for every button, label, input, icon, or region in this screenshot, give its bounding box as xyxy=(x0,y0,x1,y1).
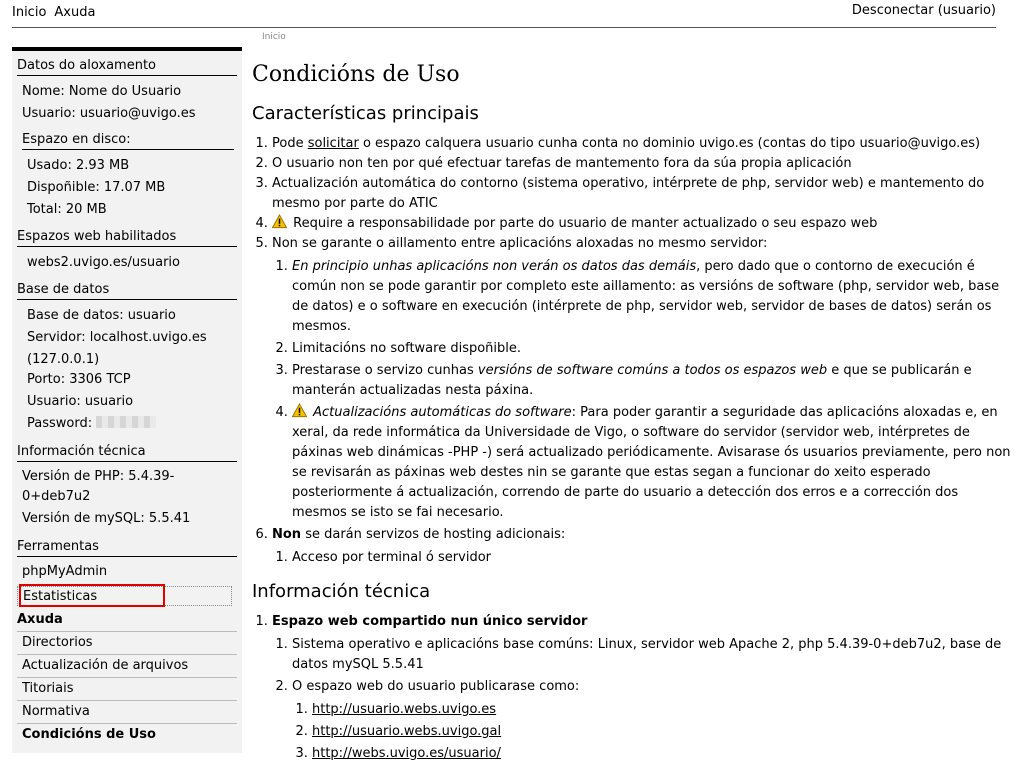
f5-4-em: Actualizacións automáticas do software xyxy=(313,405,572,420)
list-item xyxy=(312,744,1016,764)
highlight-box xyxy=(19,584,165,607)
list-item xyxy=(312,722,1016,742)
url-link-webs-es[interactable]: http://usuario.webs.uvigo.es xyxy=(312,702,497,717)
page-title: Condicións de Uso xyxy=(252,62,460,87)
list-item xyxy=(292,677,1016,764)
f6-sublist xyxy=(272,548,1016,568)
db-server: Servidor: localhost.uvigo.es (127.0.0.1) xyxy=(27,330,207,367)
tool-estatisticas[interactable]: Estatisticas xyxy=(17,586,232,606)
user-name: Nome: Nome do Usuario xyxy=(22,84,182,99)
t1-2-text: O espazo web do usuario publicarase como: xyxy=(292,679,580,694)
user-email: Usuario: usuario@uvigo.es xyxy=(22,106,196,121)
f5-sublist xyxy=(272,257,1016,523)
top-nav xyxy=(12,5,103,20)
f5-1-em: En principio unhas aplicacións non verán os datos das demáis xyxy=(292,259,697,274)
top-divider xyxy=(12,27,996,28)
db-password xyxy=(27,413,227,435)
url-link-webs-path[interactable]: http://webs.uvigo.es/usuario/ xyxy=(312,746,501,761)
help-heading: Axuda xyxy=(17,612,63,627)
f6-rest: se darán servizos de hosting adicionais: xyxy=(301,527,566,542)
db-port: Porto: 3306 TCP xyxy=(27,372,131,387)
tool-phpmyadmin[interactable]: phpMyAdmin xyxy=(22,564,108,579)
list-item: 2. O usuario non ten por qué efectuar tarefas de mantemento fora da súa propia aplicación xyxy=(272,154,1016,174)
list-item xyxy=(292,361,1016,401)
tech-list xyxy=(252,612,1016,766)
db-heading: Base de datos xyxy=(17,281,237,300)
help-normativa[interactable]: Normativa xyxy=(17,700,237,723)
disk-available: Dispoñible: 17.07 MB xyxy=(27,180,166,195)
help-condicions[interactable]: Condicións de Uso xyxy=(17,723,237,746)
list-item xyxy=(272,134,1016,154)
sidebar xyxy=(12,51,242,753)
f4-text: Require a responsabilidade por parte do usuario de manter actualizado o seu espazo web xyxy=(293,216,878,231)
f5-text: Non se garante o aillamento entre aplicacións aloxadas no mesmo servidor: xyxy=(272,236,768,251)
url-link-webs-gal[interactable]: http://usuario.webs.uvigo.gal xyxy=(312,724,502,739)
web-space: webs2.uvigo.es/usuario xyxy=(27,255,180,270)
f5-4-rest: : Para poder garantir a seguridade das aplicacións aloxadas e, en xeral, da rede informática da Universidade de Vigo, o software do servidor (servidor web, intérpretes de páxinas web dinámicas -PHP -) será actualizado periódicamente. Avisarase ós usuarios previamente, pero non se revisarán as páxinas web destes nin se garante que estas segan a funcionar do xeito esperado posteriormente á actualización, correndo de parte do usuario a detección dos erros e a corrección dos mesmos se isto se fai necesario. xyxy=(292,405,1011,520)
list-item xyxy=(272,214,1016,234)
help-titoriais[interactable]: Titoriais xyxy=(17,677,237,700)
logout-link[interactable]: Desconectar (usuario) xyxy=(851,3,996,18)
tools-heading: Ferramentas xyxy=(17,538,237,557)
password-masked xyxy=(96,416,156,428)
f5-3-em: versións de software comúns a todos os espazos web xyxy=(477,363,828,378)
t1-bold: Espazo web compartido nun único servidor xyxy=(272,614,588,629)
tech-heading: Información técnica xyxy=(17,443,237,462)
features-list xyxy=(252,134,1016,570)
f6-bold: Non xyxy=(272,527,302,542)
mysql-version: Versión de mySQL: 5.5.41 xyxy=(22,511,191,526)
f1-post: o espazo calquera usuario cunha conta no dominio uvigo.es (contas do tipo usuario@uvigo.es) xyxy=(358,136,981,151)
list-item xyxy=(272,525,1016,568)
help-actualizacion[interactable]: Actualización de arquivos xyxy=(17,654,237,677)
db-user: Usuario: usuario xyxy=(27,394,134,409)
list-item: 3. Actualización automática do contorno (sistema operativo, intérprete de php, servidor web) e mantemento do mesmo por parte do ATIC xyxy=(272,174,1016,214)
f1-pre: Pode xyxy=(272,136,308,151)
list-item: 1. Acceso por terminal ó servidor xyxy=(292,548,1016,568)
nav-help-link[interactable]: Axuda xyxy=(54,5,96,20)
t1-sublist xyxy=(272,635,1016,764)
help-directorios[interactable]: Directorios xyxy=(17,631,237,654)
disk-used: Usado: 2.93 MB xyxy=(27,158,130,173)
db-password-label: Password: xyxy=(27,416,93,431)
f5-3-post: e que se publicarán e manterán actualizadas nesta páxina. xyxy=(292,363,972,398)
db-name: Base de datos: usuario xyxy=(27,308,176,323)
url-list xyxy=(292,700,1016,764)
list-item xyxy=(292,403,1016,523)
list-item xyxy=(272,612,1016,764)
warning-icon xyxy=(292,403,307,418)
nav-home-link[interactable]: Inicio xyxy=(12,5,47,20)
list-item: 2. Limitacións no software dispoñible. xyxy=(292,339,1016,359)
disk-total: Total: 20 MB xyxy=(27,202,107,217)
warning-icon xyxy=(272,214,287,229)
breadcrumb[interactable]: Inicio xyxy=(262,32,286,42)
hosting-heading: Datos do aloxamento xyxy=(17,57,237,76)
list-item xyxy=(312,700,1016,720)
solicitar-link[interactable]: solicitar xyxy=(307,136,359,151)
list-item xyxy=(272,234,1016,523)
features-heading: Características principais xyxy=(252,103,479,124)
web-heading: Espazos web habilitados xyxy=(17,228,237,247)
tech-heading-main: Información técnica xyxy=(252,581,431,602)
disk-heading: Espazo en disco: xyxy=(22,131,234,150)
f5-1-rest: , pero dado que o contorno de execución é común non se pode garantir por completo este aillamento: as versións de software (php, servidor web, base de datos) e o software en execución (intérprete de php, servidor web, servidor de bases de datos) serán os mesmos. xyxy=(292,259,1000,334)
f5-3-pre: Prestarase o servizo cunhas xyxy=(292,363,478,378)
php-version: Versión de PHP: 5.4.39-0+deb7u2 xyxy=(22,469,175,504)
list-item: 1. Sistema operativo e aplicacións base comúns: Linux, servidor web Apache 2, php 5.4.39-0+deb7u2, base de datos mySQL 5.5.41 xyxy=(292,635,1016,675)
list-item xyxy=(292,257,1016,337)
